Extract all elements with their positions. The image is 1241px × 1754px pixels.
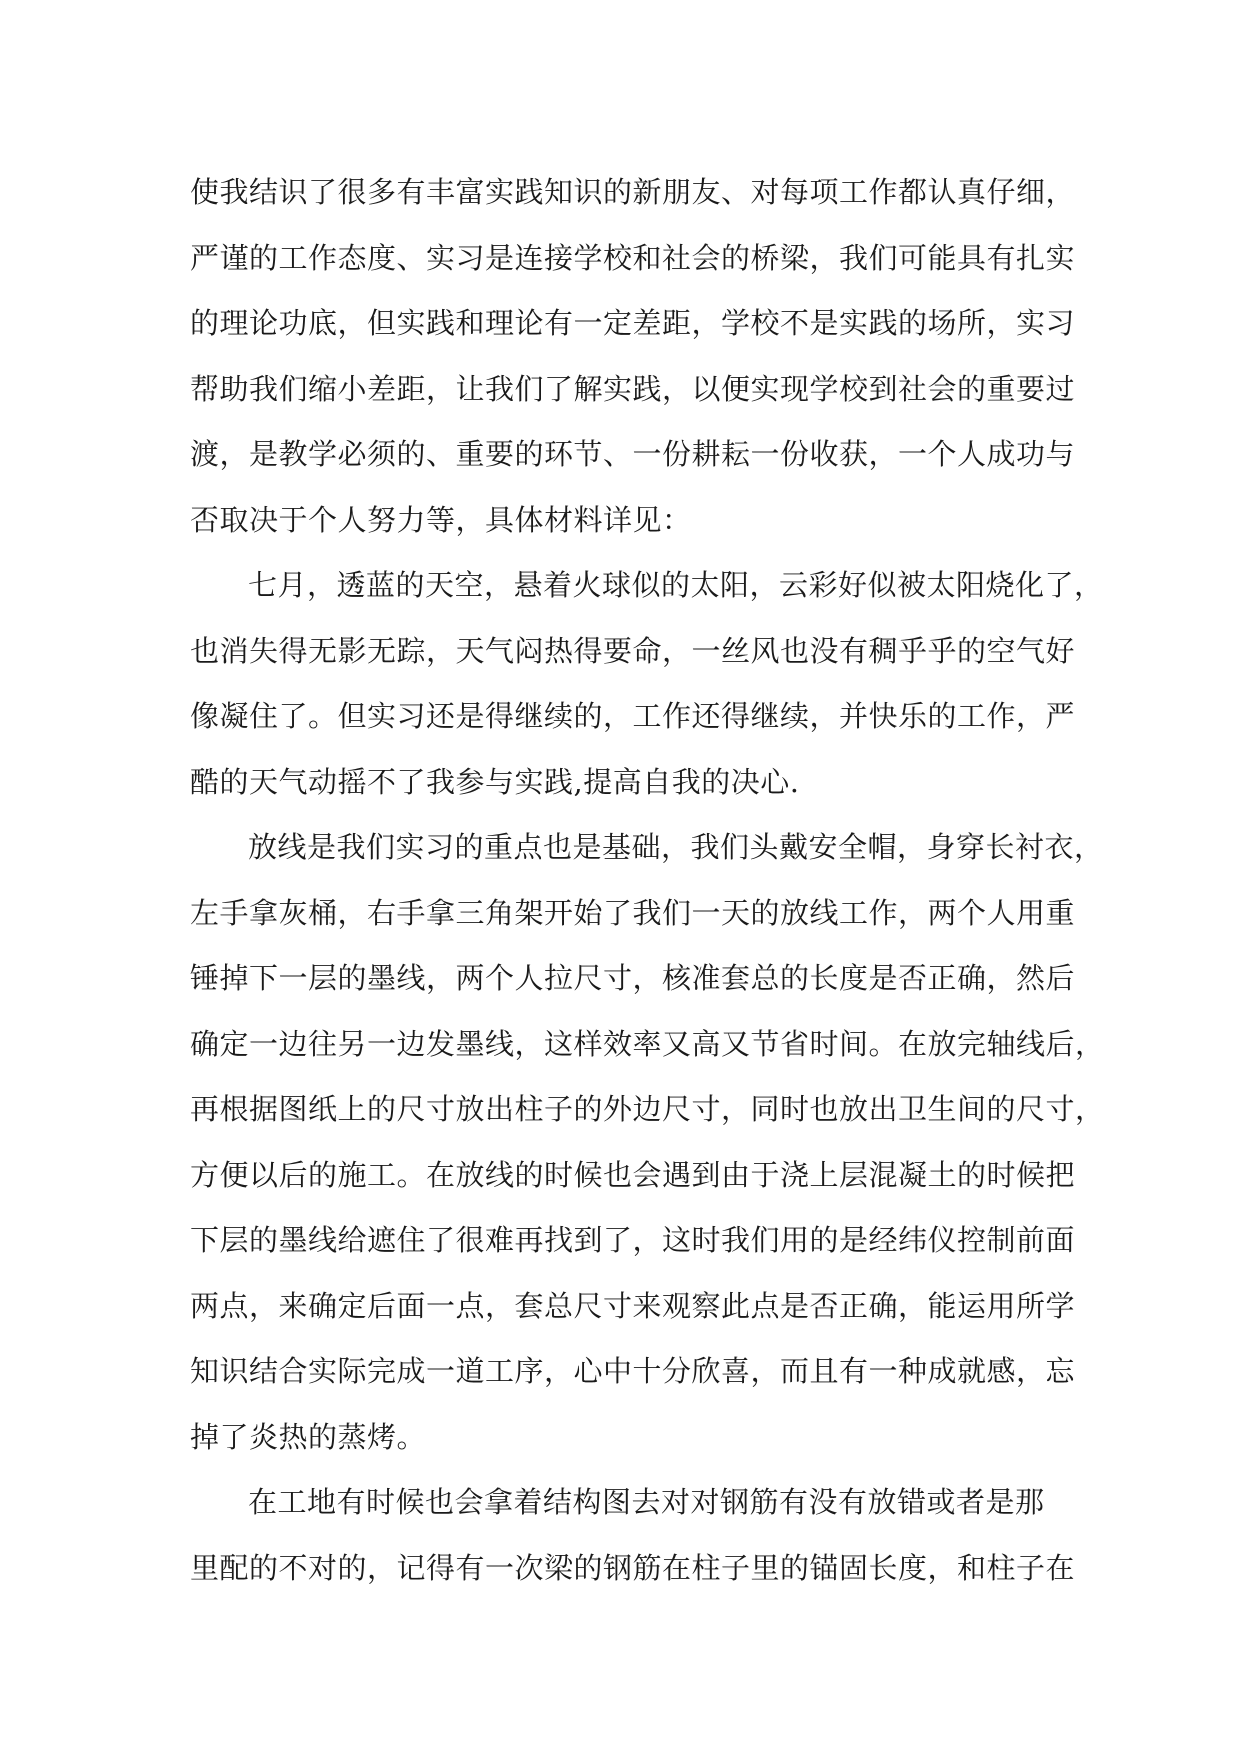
text-line: 的理论功底，但实践和理论有一定差距，学校不是实践的场所，实习 — [190, 306, 1076, 340]
text-line: 像凝住了。但实习还是得继续的，工作还得继续，并快乐的工作，严 — [190, 699, 1076, 733]
text-line: 锤掉下一层的墨线，两个人拉尺寸，核准套总的长度是否正确，然后 — [190, 961, 1076, 995]
text-line: 里配的不对的，记得有一次梁的钢筋在柱子里的锚固长度，和柱子在 — [190, 1550, 1076, 1585]
text-line: 帮助我们缩小差距，让我们了解实践，以便实现学校到社会的重要过 — [190, 371, 1076, 406]
text-line: 两点，来确定后面一点，套总尺寸来观察此点是否正确，能运用所学 — [190, 1288, 1076, 1323]
text-line: 掉了炎热的蒸烤。 — [190, 1419, 427, 1454]
text-line: 左手拿灰桶，右手拿三角架开始了我们一天的放线工作，两个人用重 — [190, 895, 1076, 930]
text-line: 严谨的工作态度、实习是连接学校和社会的桥梁，我们可能具有扎实 — [190, 240, 1076, 275]
text-line: 也消失得无影无踪，天气闷热得要命，一丝风也没有稠乎乎的空气好 — [190, 633, 1076, 668]
text-line: 方便以后的施工。在放线的时候也会遇到由于浇上层混凝土的时候把 — [190, 1157, 1076, 1192]
paragraph-first-line: 七月，透蓝的天空，悬着火球似的太阳，云彩好似被太阳烧化了， — [248, 568, 1104, 602]
paragraph-first-line: 在工地有时候也会拿着结构图去对对钢筋有没有放错或者是那 — [248, 1485, 1045, 1519]
text-line: 知识结合实际完成一道工序，心中十分欣喜，而且有一种成就感，忘 — [190, 1354, 1076, 1388]
paragraph-first-line: 放线是我们实习的重点也是基础，我们头戴安全帽，身穿长衬衣， — [248, 830, 1104, 864]
text-line: 酷的天气动摇不了我参与实践,提高自我的决心. — [190, 764, 800, 799]
text-line: 否取决于个人努力等，具体材料详见： — [190, 502, 692, 537]
text-line: 下层的墨线给遮住了很难再找到了，这时我们用的是经纬仪控制前面 — [190, 1223, 1076, 1257]
text-line: 再根据图纸上的尺寸放出柱子的外边尺寸，同时也放出卫生间的尺寸， — [190, 1092, 1105, 1126]
text-line: 渡，是教学必须的、重要的环节、一份耕耘一份收获，一个人成功与 — [190, 437, 1076, 471]
text-line: 确定一边往另一边发墨线，这样效率又高又节省时间。在放完轴线后， — [190, 1026, 1105, 1061]
document-body — [190, 160, 1105, 1601]
text-line: 使我结识了很多有丰富实践知识的新朋友、对每项工作都认真仔细， — [190, 175, 1076, 209]
